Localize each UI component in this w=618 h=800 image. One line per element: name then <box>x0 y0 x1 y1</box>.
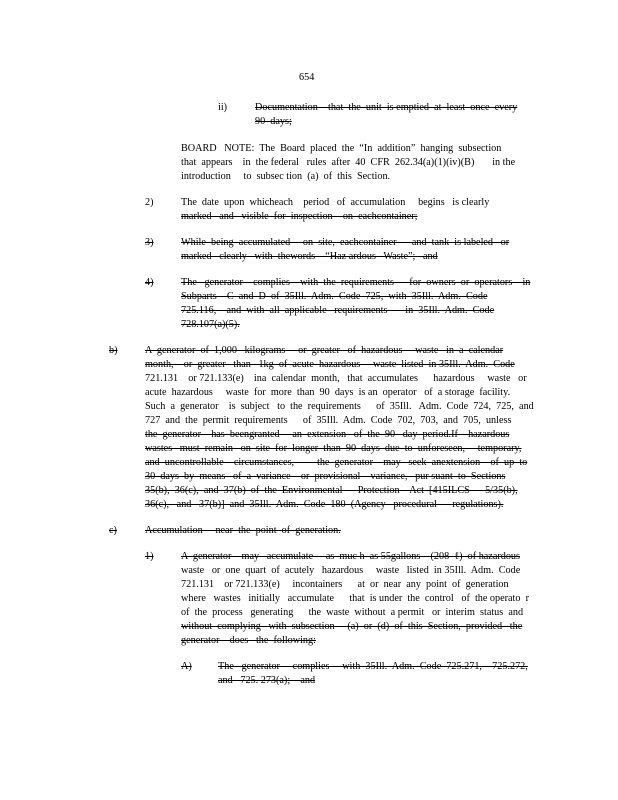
item-text: 721.131 or 721.133(e) incontainers at or near any point of generation <box>181 579 509 590</box>
section-heading: Accumulation near the point of generation. <box>145 525 341 536</box>
list-marker: c) <box>109 525 117 536</box>
paragraph-line: month, or greater than 1kg of acute hazardous waste listed in 35Ill. Adm. Code <box>145 359 515 370</box>
paragraph-line: 727 and the permit requirements of 35Ill. Adm. Code 702, 703, and 705, unless <box>145 415 512 426</box>
list-marker: 3) <box>145 237 154 248</box>
item-text: Documentation that the unit is emptied at least once every <box>255 102 518 113</box>
list-marker: b) <box>109 345 118 356</box>
item-text: Subparts C and D of 35Ill. Adm. Code 725, with 35Ill. Adm. Code <box>181 291 488 302</box>
paragraph-line: and uncontrollable circumstances, the generator may seek anextension of up to <box>145 457 528 468</box>
item-text: The generator complies with the requirements for owners or operators in <box>181 277 531 288</box>
list-marker: ii) <box>218 102 228 113</box>
paragraph-line: 30 days by means of a variance or provisional variance, pur suant to Sections <box>145 471 506 482</box>
paragraph-line: wastes must remain on site for longer than 90 days due to unforeseen, temporary, <box>145 443 522 454</box>
item-text: where wastes initially accumulate that is under the control of the operato r <box>181 593 529 604</box>
board-note: that appears in the federal rules after 40 CFR 262.34(a)(1)(iv)(B) in the <box>181 157 516 168</box>
paragraph-line: 35(b), 36(c), and 37(b) of the Environmental Protection Act [415ILCS 5/35(b), <box>145 485 518 496</box>
item-text: While being accumulated on site, eachcontainer and tank is labeled or <box>181 237 510 248</box>
list-marker: A) <box>181 661 192 672</box>
list-marker: 2) <box>145 197 154 208</box>
item-text: marked and visible for inspection on eachcontainer; <box>181 211 418 222</box>
item-text: and 725. 273(a); and <box>218 675 316 686</box>
item-text: waste or one quart of acutely hazardous waste listed in 35Ill. Adm. Code <box>181 565 521 576</box>
page-number: 654 <box>299 72 315 83</box>
paragraph-line: 36(c), and 37(b)] and 35Ill. Adm. Code 180 (Agency procedural regulations). <box>145 499 504 510</box>
paragraph-line: 721.131 or 721.133(e) ina calendar month, that accumulates hazardous waste or <box>145 373 527 384</box>
item-text: marked clearly with thewords “Haz ardous Waste”; and <box>181 251 438 262</box>
board-note: BOARD NOTE: The Board placed the “In addition” hanging subsection <box>181 143 502 154</box>
list-marker: 1) <box>145 551 154 562</box>
item-text: 725.116, and with all applicable requirements in 35Ill. Adm. Code <box>181 305 495 316</box>
item-text: The generator complies with 35Ill. Adm. Code 725.271, 725.272, <box>218 661 528 672</box>
item-text: The date upon whicheach period of accumulation begins is clearly <box>181 197 490 208</box>
list-marker: 4) <box>145 277 154 288</box>
paragraph-line: Such a generator is subject to the requirements of 35Ill. Adm. Code 724, 725, and <box>145 401 534 412</box>
paragraph-line: A generator of 1,000 kilograms or greater of hazardous waste in a calendar <box>145 345 504 356</box>
board-note: introduction to subsec tion (a) of this Section. <box>181 171 391 182</box>
paragraph-line: the generator has beengranted an extension of the 90 day period.If hazardous <box>145 429 510 440</box>
item-text: A generator may accumulate as muc h as 55gallons (208 ℓ) of hazardous <box>181 551 520 562</box>
paragraph-line: acute hazardous waste for more than 90 days is an operator of a storage facility. <box>145 387 511 398</box>
item-text: without complying with subsection (a) or (d) of this Section, provided the <box>181 621 523 632</box>
item-text: 728.107(a)(5). <box>181 319 240 330</box>
item-text: of the process generating the waste without a permit or interim status and <box>181 607 524 618</box>
item-text: generator does the following: <box>181 635 316 646</box>
item-text: 90 days; <box>255 116 292 127</box>
